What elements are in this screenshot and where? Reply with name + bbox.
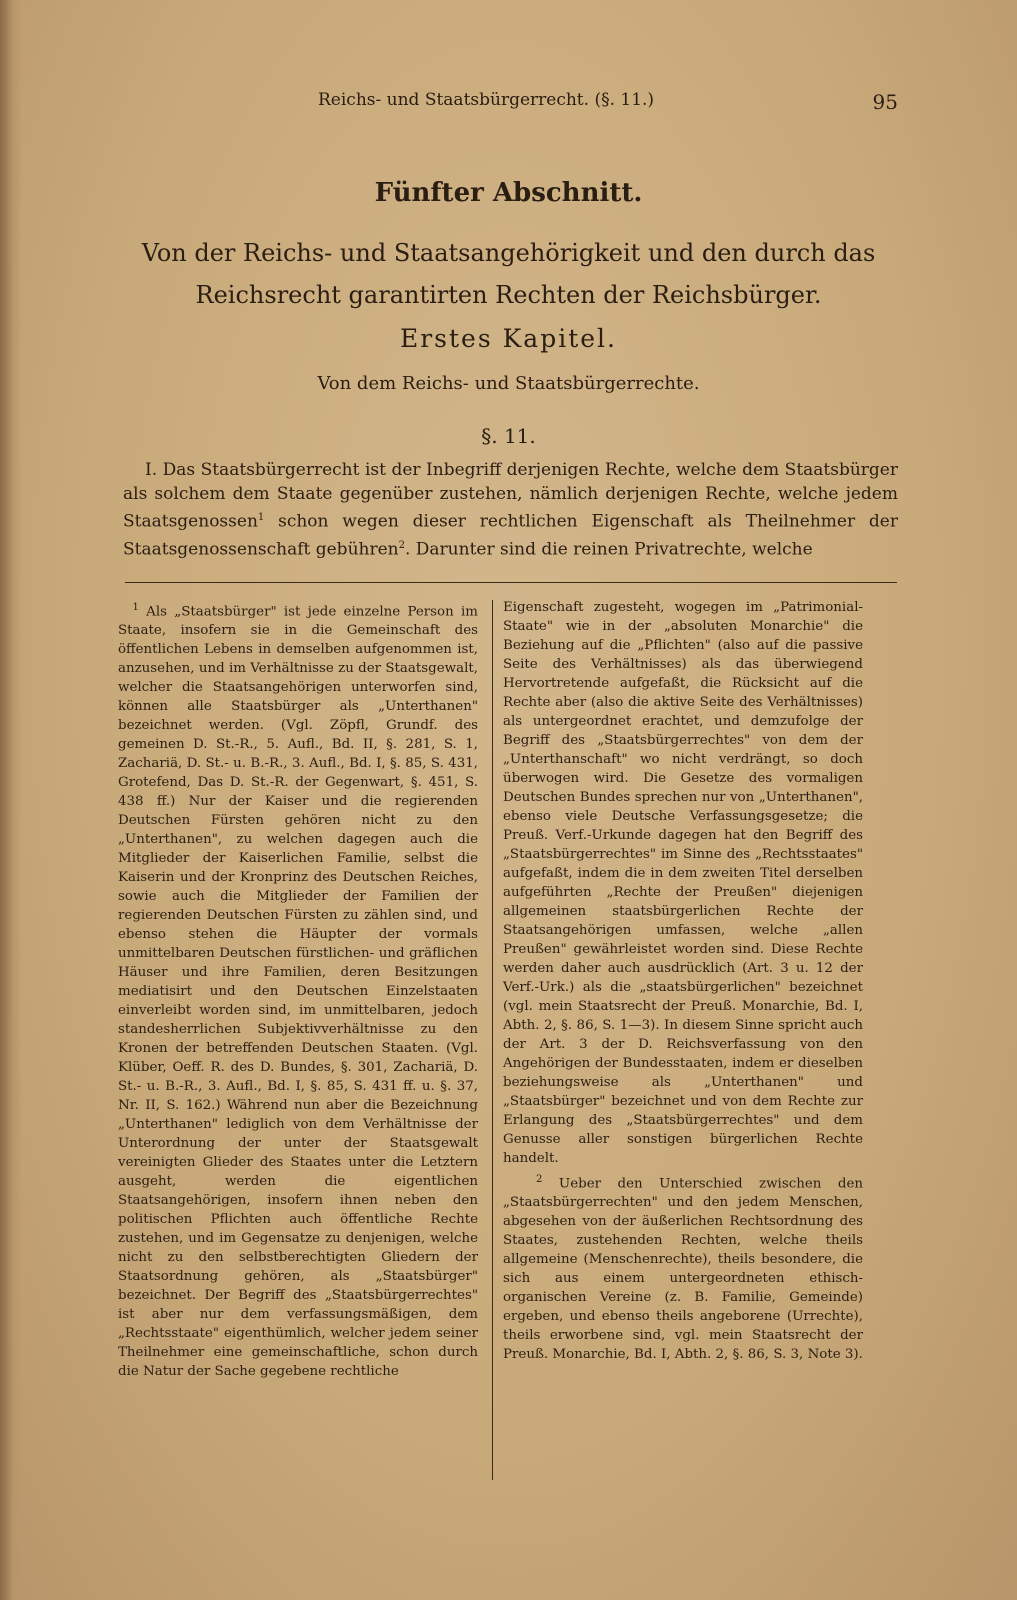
footnote-marker-1: 1 <box>132 602 139 613</box>
running-head-title: Reichs- und Staatsbürgerrecht. (§. 11.) <box>318 90 655 110</box>
footnote-ref-2: 2 <box>398 539 405 551</box>
footnote-1-continued: Eigenschaft zugesteht, wogegen im „Patrimonial-Staate" wie in der „absoluten Monarchie" die Beziehung auf die „Pflichten" (also auf die passive Seite des Verhältnisses) als das überwiegend Hervortretende aufgefaßt, die Rücksicht auf die Rechte aber (also die aktive Seite des Verhältnisses) als untergeordnet erachtet, und demzufolge der Begriff des „Staatsbürgerrechtes" von dem der „Unterthanschaft" wo nicht verdrängt, so doch überwogen wird. Die Gesetze des vormaligen Deutschen Bundes sprechen nur von „Unterthanen", ebenso viele Deutsche Verfassungsgesetze; die Preuß. Verf.-Urkunde dagegen hat den Begriff des „Staatsbürgerrechtes" im Sinne des „Rechtsstaates" aufgefaßt, indem die in dem zweiten Titel derselben aufgeführten „Rechte der Preußen" diejenigen allgemeinen staatsbürgerlichen Rechte der Staatsangehörigen umfassen, welche „allen Preußen" gewährleistet worden sind. Diese Rechte werden daher auch ausdrücklich (Art. 3 u. 12 der Verf.-Urk.) als die „staatsbürgerlichen" bezeichnet (vgl. mein Staatsrecht der Preuß. Monarchie, Bd. I, Abth. 2, §. 86, S. 1—3). In diesem Sinne spricht auch der Art. 3 der D. Reichsverfassung von den Angehörigen der Bundesstaaten, indem er dieselben beziehungsweise als „Unterthanen" und „Staatsbürger" bezeichnet und von dem Rechte zur Erlangung des „Staatsbürgerrechtes" und dem Genusse aller sonstigen bürgerlichen Rechte handelt. <box>503 600 863 1166</box>
section-title: Fünfter Abschnitt. <box>374 178 643 208</box>
chapter-subtitle: Von dem Reichs- und Staatsbürgerrechte. <box>317 373 700 394</box>
footnote-marker-2: 2 <box>536 1174 543 1185</box>
footnote-1 <box>118 598 478 1381</box>
chapter-title: Erstes Kapitel. <box>399 324 617 353</box>
body-text-a: I. Das Staatsbürgerrecht ist der Inbegriff derjenigen Rechte, welche dem Staatsbürger als solchem dem Staate gegenüber zustehen, nämlich derjenigen Rechte, welche jedem Staatsgenossen <box>123 460 898 532</box>
section-heading-line-1: Von der Reichs- und Staatsangehörigkeit und den durch das <box>141 239 876 267</box>
column-divider <box>492 600 493 1480</box>
body-text-c: . Darunter sind die reinen Privatrechte, welche <box>404 539 813 560</box>
footnote-separator <box>125 582 897 583</box>
body-text-b: schon wegen dieser rechtlichen Eigenschaft als Theilnehmer der Staatsgenossenschaft gebühren <box>123 511 898 560</box>
footnote-2-text: Ueber den Unterschied zwischen den „Staatsbürgerrechten" und den jedem Menschen, abgesehen von der äußerlichen Rechtsordnung des Staates, zustehenden Rechten, welche theils allgemeine (Menschenrechte), theils besondere, die sich aus einem untergeordneten ethisch-organischen Vereine (z. B. Familie, Gemeinde) ergeben, und ebenso theils angeborene (Urrechte), theils erworbene sind, vgl. mein Staatsrecht der Preuß. Monarchie, Bd. I, Abth. 2, §. 86, S. 3, Note 3). <box>503 1176 864 1363</box>
footnote-1-text: Als „Staatsbürger" ist jede einzelne Person im Staate, insofern sie in die Gemeinschaft des öffentlichen Lebens in demselben aufgenommen ist, anzusehen, und im Verhältnisse zu der Staatsgewalt, welcher die Staatsangehörigen unterworfen sind, können alle Staatsbürger als „Unterthanen" bezeichnet werden. (Vgl. Zöpfl, Grundf. des gemeinen D. St.-R., 5. Aufl., Bd. II, §. 281, S. 1, Zachariä, D. St.- u. B.-R., 3. Aufl., Bd. I, §. 85, S. 431, Grotefend, Das D. St.-R. der Gegenwart, §. 451, S. 438 ff.) Nur der Kaiser und die regierenden Deutschen Fürsten gehören nicht zu den „Unterthanen", zu welchen dagegen auch die Mitglieder der Kaiserlichen Familie, selbst die Kaiserin und der Kronprinz des Deutschen Reiches, sowie auch die Mitglieder der Familien der regierenden Deutschen Fürsten zu zählen sind, und ebenso stehen die Häupter der vormals unmittelbaren Deutschen fürstlichen- und gräflichen Häuser und ihre Familien, deren Besitzungen mediatisirt und den Deutschen Einzelstaaten einverleibt worden sind, im unmittelbaren, jedoch standesherrlichen Subjektivverhältnisse zu den Kronen der betreffenden Deutschen Staaten. (Vgl. Klüber, Oeff. R. des D. Bundes, §. 301, Zachariä, D. St.- u. B.-R., 3. Aufl., Bd. I, §. 85, S. 431 ff. u. §. 37, Nr. II, S. 162.) Während nun aber die Bezeichnung „Unterthanen" lediglich von dem Verhältnisse der Unterordnung der unter der Staatsgewalt vereinigten Glieder des Staates unter die Letztern ausgeht, werden die eigentlichen Staatsangehörigen, insofern ihnen neben den politischen Pflichten auch öffentliche Rechte zustehen, und im Gegensatze zu denjenigen, welche nicht zu den selbstberechtigten Gliedern der Staatsordnung gehören, als „Staatsbürger" bezeichnet. Der Begriff des „Staatsbürgerrechtes" ist aber nur dem verfassungsmäßigen, dem „Rechtsstaate" eigenthümlich, welcher jedem seiner Theilnehmer eine gemeinschaftliche, schon durch die Natur der Sache gegebene rechtliche <box>118 604 478 1380</box>
body-paragraph <box>123 458 898 561</box>
footnote-column-right <box>503 598 863 1364</box>
section-heading-line-2: Reichsrecht garantirten Rechten der Reichsbürger. <box>195 281 822 309</box>
main-body-text <box>123 458 898 561</box>
footnote-2 <box>503 1170 863 1364</box>
paragraph-number: §. 11. <box>481 424 536 448</box>
section-heading <box>0 232 1017 316</box>
footnote-ref-1: 1 <box>257 512 265 523</box>
footnote-column-left <box>118 598 478 1381</box>
page-number: 95 <box>872 90 898 114</box>
